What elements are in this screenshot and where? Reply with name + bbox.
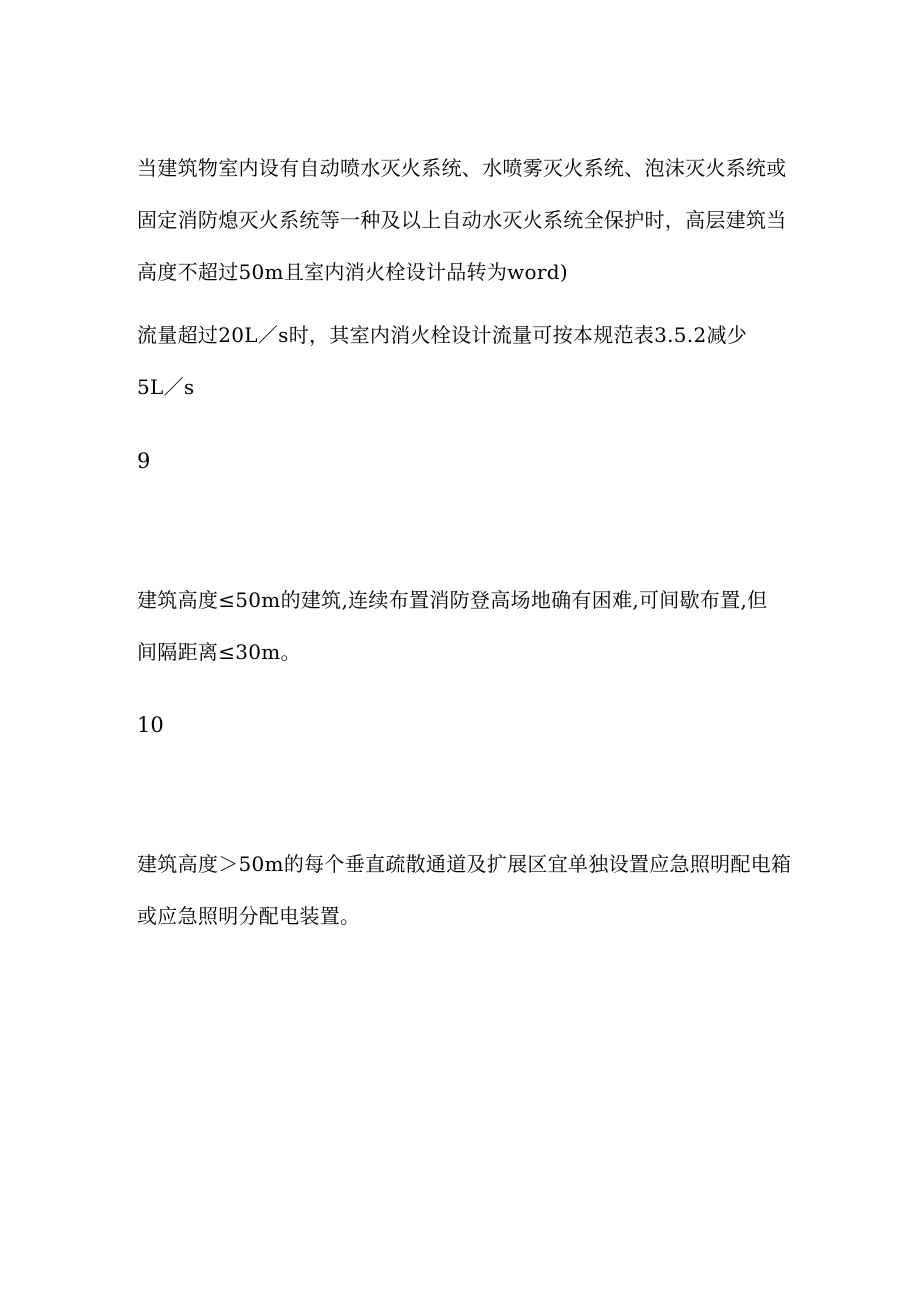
text-line: 流量超过20L／s时，其室内消火栓设计流量可按本规范表3.5.2减少 [137, 323, 748, 347]
text-line: 间隔距离≤30m。 [137, 640, 301, 664]
text-line: 固定消防熄灭火系统等一种及以上自动水灭火系统全保护时，高层建筑当 [137, 208, 787, 232]
text-line: 或应急照明分配电装置。 [137, 904, 361, 928]
paragraph-emergency-lighting [137, 838, 797, 942]
item-number-9: 9 [137, 449, 151, 473]
text-line: 建筑高度＞50m的每个垂直疏散通道及扩展区宜单独设置应急照明配电箱 [137, 852, 792, 876]
text-line: 高度不超过50m且室内消火栓设计品转为word) [137, 260, 568, 284]
text-line: 5L／s [137, 375, 195, 399]
paragraph-sprinkler-protection [137, 142, 797, 298]
text-line: 当建筑物室内设有自动喷水灭火系统、水喷雾灭火系统、泡沫灭火系统或 [137, 156, 787, 180]
item-number-10: 10 [137, 713, 164, 737]
text-line: 建筑高度≤50m的建筑,连续布置消防登高场地确有困难,可间歇布置,但 [137, 588, 768, 612]
paragraph-hydrant-flow-reduction [137, 309, 797, 413]
paragraph-firefighting-platform [137, 574, 797, 678]
